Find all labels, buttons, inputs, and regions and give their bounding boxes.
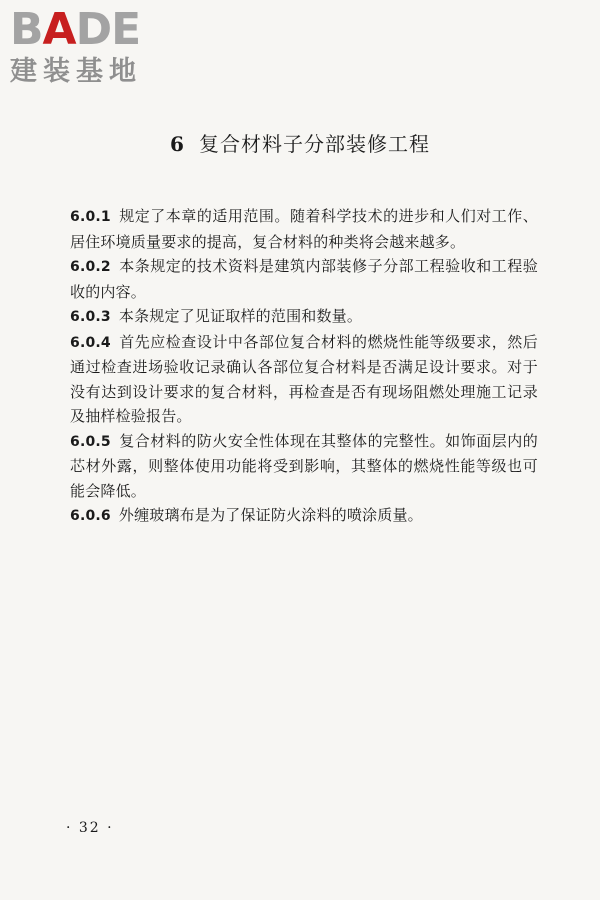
logo-wordmark: BADE (10, 4, 141, 55)
clause-number: 6.0.4 (70, 334, 111, 351)
chapter-title (0, 128, 600, 160)
clause-number: 6.0.3 (70, 309, 111, 325)
clause-text: 本条规定的技术资料是建筑内部装修子分部工程验收和工程验收的内容。 (70, 257, 538, 301)
clause-6-0-2 (70, 254, 538, 304)
chapter-title-text: 复合材料子分部装修工程 (198, 132, 430, 156)
clause-6-0-5 (70, 429, 538, 504)
clause-number: 6.0.6 (70, 508, 111, 524)
clause-text: 首先应检查设计中各部位复合材料的燃烧性能等级要求，然后通过检查进场验收记录确认各部位复合材料是否满足设计要求。对于没有达到设计要求的复合材料，再检查是否有现场阻燃处理施工记录及抽样检验报告。 (70, 332, 538, 425)
page-number: · 32 · (66, 820, 114, 836)
logo-chinese-name: 建装基地 (10, 56, 142, 87)
chapter-number: 6 (170, 132, 185, 156)
clause-6-0-1 (70, 204, 538, 254)
clause-text: 外缠玻璃布是为了保证防火涂料的喷涂质量。 (118, 506, 423, 524)
clause-6-0-6 (70, 503, 538, 529)
clause-text: 规定了本章的适用范围。随着科学技术的进步和人们对工作、居住环境质量要求的提高，复合材料的种类将会越来越多。 (70, 207, 538, 251)
clause-number: 6.0.1 (70, 209, 111, 225)
clause-number: 6.0.2 (70, 259, 111, 275)
clause-text: 本条规定了见证取样的范围和数量。 (118, 307, 363, 325)
clause-text: 复合材料的防火安全性体现在其整体的完整性。如饰面层内的芯材外露，则整体使用功能将受到影响，其整体的燃烧性能等级也可能会降低。 (70, 431, 538, 500)
bade-logo (10, 6, 175, 88)
clause-6-0-4 (70, 330, 538, 429)
clause-number: 6.0.5 (70, 433, 111, 450)
clause-list (70, 204, 538, 529)
clause-6-0-3 (70, 304, 538, 330)
